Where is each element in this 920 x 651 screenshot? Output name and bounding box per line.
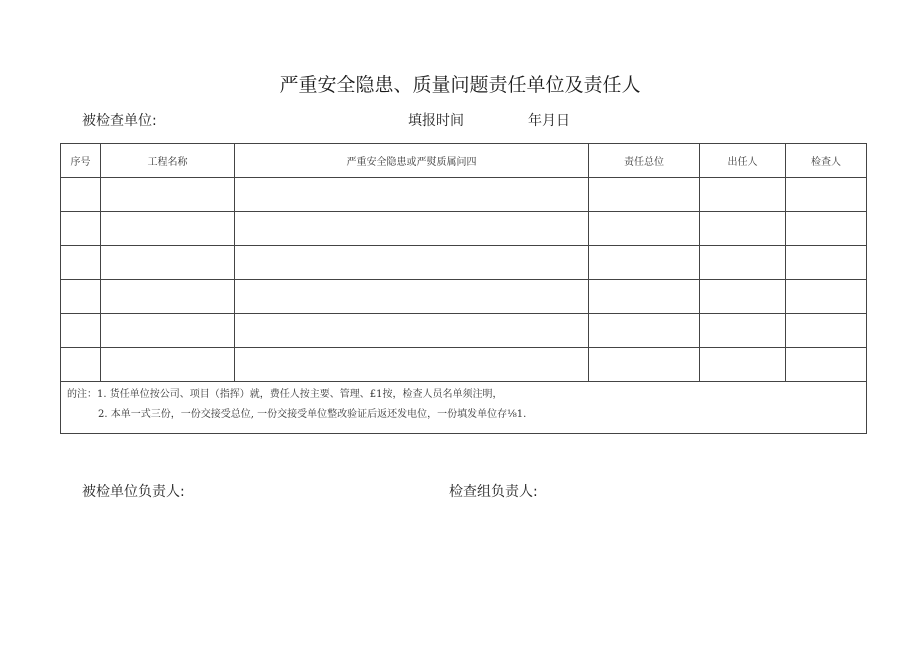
table-cell[interactable] <box>786 314 867 348</box>
table-cell[interactable] <box>589 212 700 246</box>
table-cell[interactable] <box>101 246 235 280</box>
table-row <box>61 178 867 212</box>
table-cell[interactable] <box>61 280 101 314</box>
table-cell[interactable] <box>101 280 235 314</box>
col-header-responsible-unit: 责任总位 <box>589 144 700 178</box>
inspected-unit-leader-label: 被检单位负责人: <box>82 484 185 500</box>
table-cell[interactable] <box>786 348 867 382</box>
table-cell[interactable] <box>61 246 101 280</box>
col-header-index: 序号 <box>61 144 101 178</box>
table-cell[interactable] <box>101 348 235 382</box>
table-row <box>61 314 867 348</box>
note-line-2: 2. 本单一式三份，一份交接受总位, 一份交接受单位整改验证后返还发电位，一份填发单位存⅛1. <box>98 409 527 420</box>
table-cell[interactable] <box>101 314 235 348</box>
table-cell[interactable] <box>589 348 700 382</box>
table-cell[interactable] <box>101 178 235 212</box>
table-cell[interactable] <box>235 178 589 212</box>
table-cell[interactable] <box>589 246 700 280</box>
table-cell[interactable] <box>700 280 786 314</box>
table-row <box>61 246 867 280</box>
hazard-table <box>60 143 867 434</box>
col-header-project-name: 工程名称 <box>101 144 235 178</box>
note-line-1: 的注：1. 货任单位按公司、项目（指挥）就，费任人按主要、管理、£1按，检查人员名单须注明， <box>67 389 503 400</box>
table-cell[interactable] <box>61 348 101 382</box>
table-cell[interactable] <box>589 280 700 314</box>
document-title: 严重安全隐患、质量问题责任单位及责任人 <box>279 74 641 96</box>
table-header-row <box>61 144 867 178</box>
table-cell[interactable] <box>61 178 101 212</box>
notes-row <box>61 382 867 434</box>
table-row <box>61 212 867 246</box>
table-cell[interactable] <box>700 212 786 246</box>
table-cell[interactable] <box>61 212 101 246</box>
table-cell[interactable] <box>700 348 786 382</box>
inspection-team-leader-label: 检查组负责人: <box>449 484 538 500</box>
inspected-unit-label: 被检查单位: <box>82 113 157 129</box>
table-cell[interactable] <box>61 314 101 348</box>
table-cell[interactable] <box>235 280 589 314</box>
table-cell[interactable] <box>700 246 786 280</box>
table-cell[interactable] <box>700 178 786 212</box>
table-cell[interactable] <box>235 314 589 348</box>
table-row <box>61 348 867 382</box>
fill-time-label: 填报时间 <box>408 113 464 129</box>
table-cell[interactable] <box>786 246 867 280</box>
table-cell[interactable] <box>235 348 589 382</box>
table-row <box>61 280 867 314</box>
col-header-hazard: 严重安全隐患或严熨质属问四 <box>235 144 589 178</box>
date-label: 年月日 <box>528 113 570 129</box>
table-cell[interactable] <box>101 212 235 246</box>
table-cell[interactable] <box>589 314 700 348</box>
table-cell[interactable] <box>786 178 867 212</box>
table-cell[interactable] <box>700 314 786 348</box>
table-cell[interactable] <box>786 280 867 314</box>
table-cell[interactable] <box>235 246 589 280</box>
col-header-inspector: 检查人 <box>786 144 867 178</box>
col-header-responsible-person: 出任人 <box>700 144 786 178</box>
table-cell[interactable] <box>589 178 700 212</box>
notes-cell <box>61 382 867 434</box>
table-cell[interactable] <box>786 212 867 246</box>
table-cell[interactable] <box>235 212 589 246</box>
